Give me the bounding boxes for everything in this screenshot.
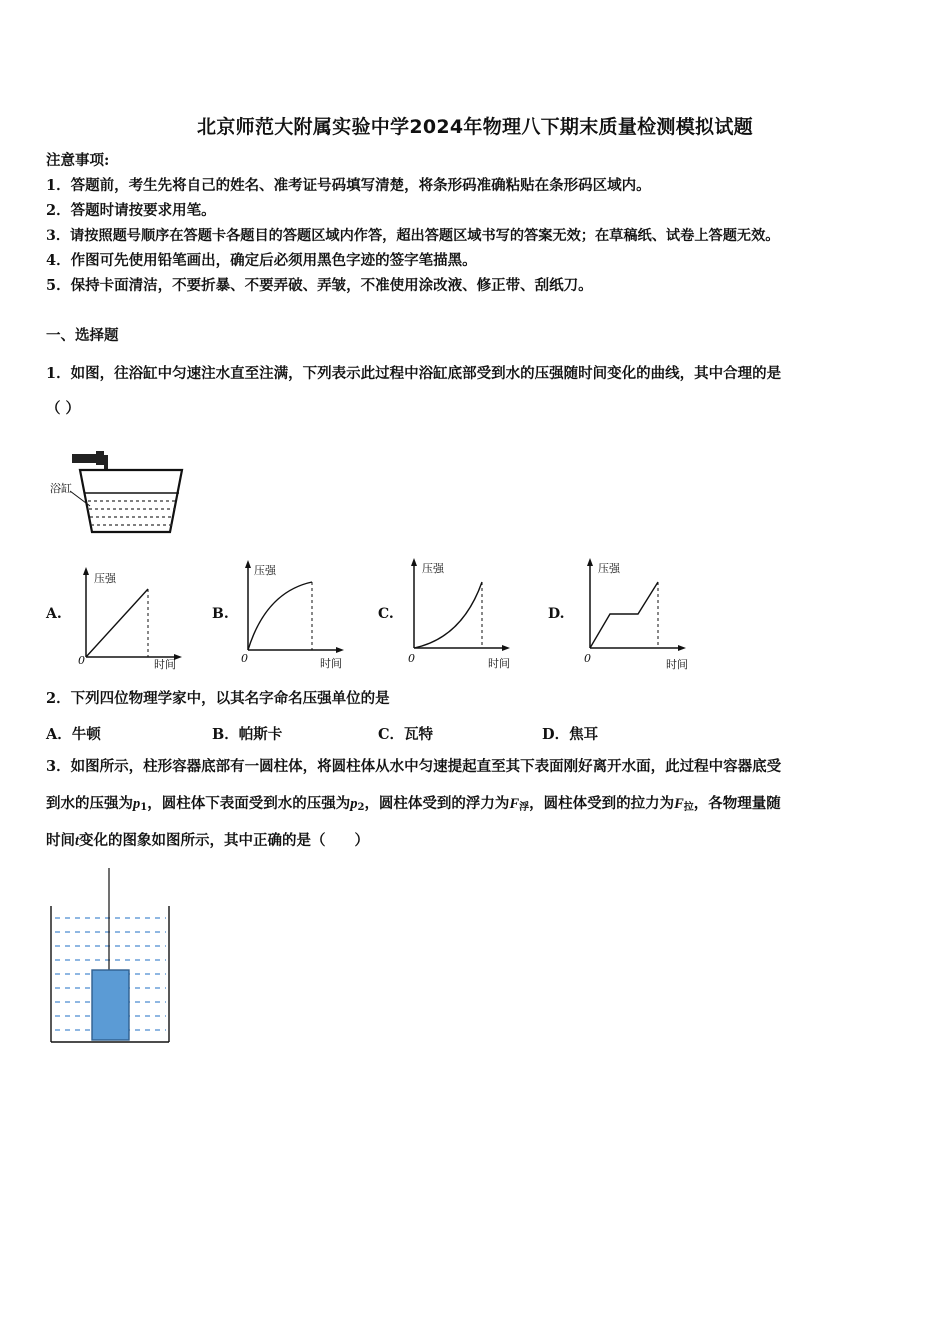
graph-option-c <box>402 556 514 662</box>
option-a-label: A. <box>46 606 62 622</box>
option-c-label: C. <box>378 606 394 622</box>
graph-c-ylabel: 压强 <box>422 562 444 575</box>
q3-text: ，各物理量随 <box>693 795 781 812</box>
container-figure <box>46 866 176 1048</box>
question-3-line-3 <box>46 832 369 850</box>
option-d-label: D. <box>548 606 565 622</box>
graph-a-ylabel: 压强 <box>94 572 116 585</box>
q2-option-b: B．帕斯卡 <box>212 726 283 743</box>
page-title: 北京师范大附属实验中学2024年物理八下期末质量检测模拟试题 <box>197 116 753 138</box>
graph-b-xlabel: 时间 <box>320 657 342 670</box>
graph-c-origin: 0 <box>408 652 415 665</box>
q3-text: ，圆柱体下表面受到水的压强为 <box>147 795 351 812</box>
graph-d-ylabel: 压强 <box>598 562 620 575</box>
notice-item: 2．答题时请按要求用笔。 <box>46 202 216 219</box>
subscript: 拉 <box>683 802 694 813</box>
tub-label: 浴缸 <box>50 482 72 495</box>
subscript: 浮 <box>519 802 530 813</box>
option-b-label: B. <box>212 606 229 622</box>
graph-d-origin: 0 <box>584 652 591 665</box>
notice-item: 1．答题前，考生先将自己的姓名、准考证号码填写清楚，将条形码准确粘贴在条形码区域内。 <box>46 177 651 194</box>
q3-text: ，圆柱体受到的拉力为 <box>529 795 675 812</box>
cylinder <box>92 970 129 1040</box>
q3-text: 变化的图象如图所示，其中正确的是（ ） <box>79 832 370 849</box>
graph-a-xlabel: 时间 <box>154 658 176 671</box>
q3-text: ，圆柱体受到的浮力为 <box>364 795 510 812</box>
symbol-p: p <box>133 796 141 812</box>
graph-option-b <box>236 558 348 664</box>
graph-d-xlabel: 时间 <box>666 658 688 671</box>
q2-option-c: C．瓦特 <box>378 726 434 743</box>
question-1-paren: （ ） <box>46 400 81 417</box>
graph-c-xlabel: 时间 <box>488 657 510 670</box>
q2-option-d: D．焦耳 <box>542 726 599 743</box>
faucet-icon <box>72 454 96 463</box>
symbol-f: F <box>509 796 520 812</box>
notice-item: 3．请按照题号顺序在答题卡各题目的答题区域内作答，超出答题区域书写的答案无效；在草稿纸、试卷上答题无效。 <box>46 228 780 244</box>
question-2-stem: 2．下列四位物理学家中，以其名字命名压强单位的是 <box>46 690 390 707</box>
symbol-p: p <box>350 796 358 812</box>
subscript: 2 <box>357 802 365 813</box>
graph-option-d <box>578 556 690 662</box>
q3-text: 到水的压强为 <box>46 795 133 812</box>
notice-heading: 注意事项: <box>46 152 110 169</box>
q3-text: 时间 <box>46 832 75 849</box>
symbol-f: F <box>674 796 684 812</box>
notice-item: 5．保持卡面清洁，不要折暴、不要弄破、弄皱，不准使用涂改液、修正带、刮纸刀。 <box>46 277 593 294</box>
graph-b-ylabel: 压强 <box>254 564 276 577</box>
q2-option-a: A．牛顿 <box>46 726 101 743</box>
subscript: 1 <box>140 802 148 813</box>
graph-b-origin: 0 <box>241 652 248 665</box>
graph-a-origin: 0 <box>78 654 85 667</box>
question-3-line-1: 3．如图所示，柱形容器底部有一圆柱体，将圆柱体从水中匀速提起直至其下表面刚好离开水面，此过程中容器底受 <box>46 758 782 775</box>
section-heading: 一、选择题 <box>46 327 119 344</box>
notice-item: 4．作图可先使用铅笔画出，确定后必须用黑色字迹的签字笔描黑。 <box>46 252 477 269</box>
symbol-t: t <box>75 833 80 849</box>
question-1-stem: 1．如图，往浴缸中匀速注水直至注满，下列表示此过程中浴缸底部受到水的压强随时间变化的曲线，其中合理的是 <box>46 365 782 382</box>
question-3-line-2 <box>46 795 781 817</box>
